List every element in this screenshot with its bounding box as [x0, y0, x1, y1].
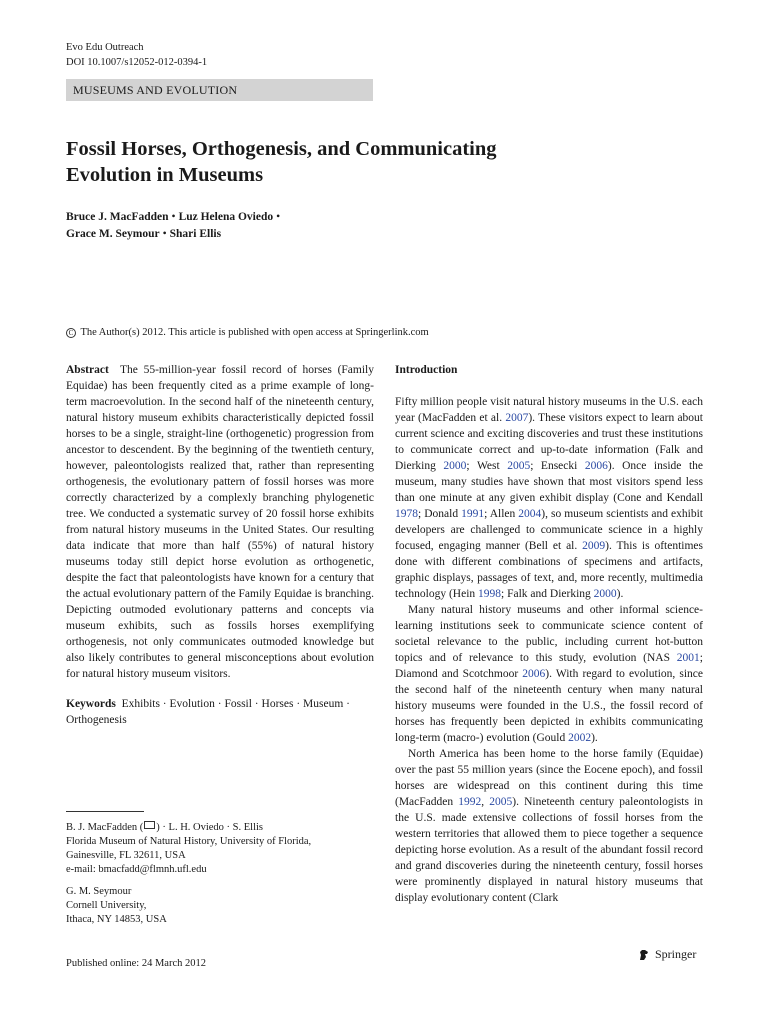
journal-header — [66, 41, 207, 70]
abstract-text: The 55-million-year fossil record of horses (Family Equidae) has been frequently cited as a prime example of long-term macroevolution. In the second half of the nineteenth century, natural history museum exhibits characteristically depicted fossil horses to be a single, straight-line (orthogenetic) progression from ancestor to descendent. By the beginning of the twentieth century, however, paleontologists realized that, rather than representing orthogenesis, the evolutionary pattern of fossil horses was more correctly characterized by a complexly branching phylogenetic tree. We conducted a systematic survey of 20 fossil horse exhibits from natural history museums in the United States. Our resulting data indicate that more than half (55%) of natural history museums today still depict horse evolution as orthogenetic, despite the fact that paleontologists have known for a century that the actual evolutionary pattern of the Family Equidae is branching. Depicting outmoded evolutionary patterns and concepts via museum exhibits, such as fossils horses exemplifying orthogenesis, not only communicates outmoded knowledge but also likely contributes to general misconceptions about evolution for natural history museum visitors. — [66, 364, 374, 680]
affiliation-authors: B. J. MacFadden ( — [66, 822, 144, 833]
citation-link[interactable]: 1978 — [395, 508, 418, 520]
affiliation-authors: G. M. Seymour — [66, 886, 132, 897]
keywords — [66, 696, 374, 728]
affiliation-address: Gainesville, FL 32611, USA — [66, 850, 186, 861]
affiliation-block — [66, 885, 167, 927]
journal-name: Evo Edu Outreach — [66, 42, 144, 53]
affiliation-address: Ithaca, NY 14853, USA — [66, 914, 167, 925]
author-name: Luz Helena Oviedo — [178, 211, 274, 223]
affiliation-authors: ) · L. H. Oviedo · S. Ellis — [156, 822, 264, 833]
title-line: Fossil Horses, Orthogenesis, and Communicating — [66, 138, 497, 160]
citation-link[interactable]: 1992 — [458, 796, 482, 808]
citation-link[interactable]: 2004 — [518, 508, 542, 520]
paragraph: North America has been home to the horse family (Equidae) over the past 55 million years (since the Eocene epoch), and fossil horses are widespread on this continent during this time (MacFadden 1992, 2005). Nineteenth century paleontologists in the U.S. made extensive collections of fossil horses from the western territories that allowed them to piece together a sequence depicting horse evolution. As a result of the abundant fossil record and grand discoveries during the nineteenth century, fossil horses were prominently displayed in natural history museums that display evolutionary content (Clark — [395, 748, 703, 904]
author-list: Bruce J. MacFadden • Luz Helena Oviedo • Grace M. Seymour • Shari Ellis — [66, 211, 281, 240]
title-line: Evolution in Museums — [66, 163, 264, 186]
affiliation-block — [66, 821, 311, 877]
footnote-rule — [66, 811, 144, 812]
citation-link[interactable]: 2009 — [582, 540, 606, 552]
introduction-column — [395, 362, 703, 906]
paragraph: Fifty million people visit natural history museums in the U.S. each year (MacFadden et al. 2007). These visitors expect to learn about current science and exciting discoveries and trust these institutions to communicate correct and up-to-date information (Falk and Dierking 2000; West 2005; Ensecki 2006). Once inside the museum, many studies have shown that most visitors spend less than one minute at any given exhibit display (Cone and Kendall 1978; Donald 1991; Allen 2004), so museum scientists and exhibit developers are challenged to communicate science in a highly focused, engaging manner (Bell et al. 2009). This is oftentimes done with different combinations of specimens and artifacts, graphic displays, passages of text, and, more recently, multimedia technology (Hein 1998; Falk and Dierking 2000). — [395, 396, 703, 600]
doi: DOI 10.1007/s12052-012-0394-1 — [66, 56, 208, 68]
citation-link[interactable]: 2000 — [443, 460, 467, 472]
springer-horse-icon — [637, 948, 651, 962]
author-name: Bruce J. MacFadden — [66, 211, 169, 223]
section-label: MUSEUMS AND EVOLUTION — [66, 79, 373, 101]
abstract — [66, 362, 374, 682]
copyright-notice — [66, 326, 429, 340]
article-title — [66, 137, 586, 188]
affiliation-institution: Florida Museum of Natural History, University of Florida, — [66, 836, 312, 847]
citation-link[interactable]: 2006 — [584, 460, 608, 472]
published-date: Published online: 24 March 2012 — [66, 958, 206, 969]
citation-link[interactable]: 1991 — [461, 508, 485, 520]
citation-link[interactable]: 2006 — [522, 668, 546, 680]
copyright-text: The Author(s) 2012. This article is published with open access at Springerlink.com — [80, 327, 429, 338]
citation-link[interactable]: 1998 — [478, 588, 502, 600]
abstract-label: Abstract — [66, 364, 109, 376]
paragraph: Many natural history museums and other informal science-learning institutions seek to communicate science content of societal relevance to the public, including current hot-button topics and of relevance to this study, evolution (NAS 2001; Diamond and Scotchmoor 2006). With regard to evolution, since the second half of the nineteenth century when many natural history museums were founded in the U.S., the fossil record of horses has frequently been depicted in exhibits communicating long-term (macro-) evolution (Gould 2002). — [395, 604, 703, 744]
citation-link[interactable]: 2001 — [676, 652, 700, 664]
author-name: Shari Ellis — [169, 227, 222, 240]
abstract-column — [66, 362, 374, 728]
citation-link[interactable]: 2002 — [568, 732, 592, 744]
citation-link[interactable]: 2007 — [505, 412, 529, 424]
section-heading: Introduction — [395, 364, 458, 376]
citation-link[interactable]: 2005 — [507, 460, 531, 472]
affiliation-institution: Cornell University, — [66, 900, 147, 911]
publisher-logo — [637, 947, 696, 962]
copyright-icon: C — [66, 328, 76, 338]
keywords-label: Keywords — [66, 698, 116, 710]
author-name: Grace M. Seymour — [66, 227, 160, 240]
citation-link[interactable]: 2005 — [489, 796, 513, 808]
citation-link[interactable]: 2000 — [593, 588, 617, 600]
keywords-items: Exhibits · Evolution · Fossil · Horses · Museum · Orthogenesis — [66, 698, 350, 726]
publisher-name: Springer — [655, 947, 697, 961]
affiliation-email[interactable]: e-mail: bmacfadd@flmnh.ufl.edu — [66, 864, 207, 875]
envelope-icon — [144, 821, 155, 829]
